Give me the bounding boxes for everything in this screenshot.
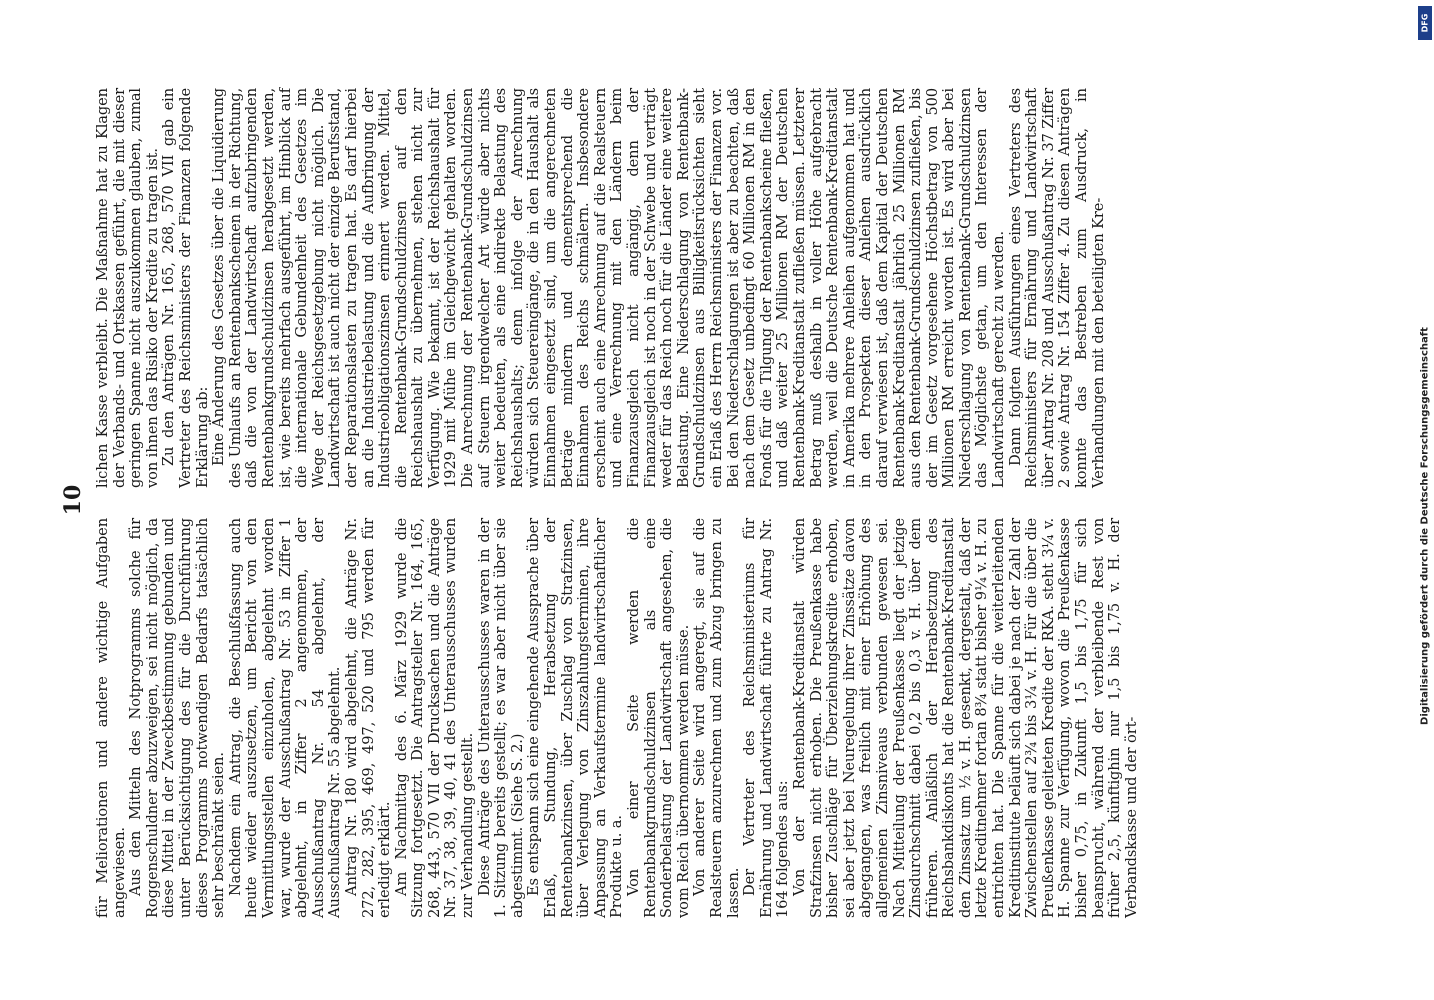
- paragraph: Es entspann sich eine eingehende Aussprache über Erlaß, Stundung, Herabsetzung der Rentenbankzinsen, über Zuschlag von Strafzinsen, über Verlegung von Zinszahlungsterminen, ihre Anpassung an Verkaufstermine landwirtschaftlicher Produkte u. a.: [525, 518, 626, 918]
- text-column-right: [95, 88, 1107, 488]
- dfg-logo-text: DFG: [1420, 13, 1430, 33]
- paragraph: Diese Anträge des Unterausschusses waren in der 1. Sitzung bereits gestellt; es war aber nicht über sie abgestimmt. (Siehe S. 2.): [475, 518, 526, 918]
- paragraph: Eine Änderung des Gesetzes über die Liquidierung des Umlaufs an Rentenbankscheinen in der Richtung, daß die von der Landwirtschaft aufzubringenden Rentenbankgrundschuldzinsen herabgesetzt werden, ist, wie bereits mehrfach ausgeführt, im Hinblick auf die internationale Gebundenheit des Gesetzes im Wege der Reichsgesetzgebung nicht möglich. Die Landwirtschaft ist auch nicht der einzige Berufsstand, der Reparationslasten zu tragen hat. Es darf hierbei an die Industriebelastung und die Aufbringung der Industrieobligationszinsen erinnert werden. Mittel, die Rentenbank-Grundschuldzinsen auf den Reichshaushalt zu übernehmen, stehen nicht zur Verfügung. Wie bekannt, ist der Reichshaushalt für 1929 mit Mühe im Gleichgewicht gehalten worden. Die Anrechnung der Rentenbank-Grundschuldzinsen auf Steuern irgendwelcher Art würde aber nichts weiter bedeuten, als eine indirekte Belastung des Reichshaushalts; denn infolge der Anrechnung würden sich Steuereingänge, die in den Haushalt als Einnahmen eingesetzt sind, um die angerechneten Beträge mindern und dementsprechend die Einnahmen des Reichs schmälern. Insbesondere erscheint auch eine Anrechnung auf die Realsteuern und eine Verrechnung mit den Ländern beim Finanzausgleich nicht angängig, denn der Finanzausgleich ist noch in der Schwebe und verträgt weder für das Reich noch für die Länder eine weitere Belastung. Eine Niederschlagung von Rentenbank-Grundschuldzinsen aus Billigkeitsrücksichten sieht ein Erlaß des Herrn Reichsministers der Finanzen vor. Bei den Niederschlagungen ist aber zu beachten, daß nach dem Gesetz unbedingt 60 Millionen RM in den Fonds für die Tilgung der Rentenbankscheine fließen, und daß weiter 25 Millionen RM der Deutschen Rentenbank-Kreditanstalt zufließen müssen. Letzterer Betrag muß deshalb in voller Höhe aufgebracht werden, weil die Deutsche Rentenbank-Kreditanstalt in Amerika mehrere Anleihen aufgenommen hat und in den Prospekten dieser Anleihen ausdrücklich darauf verwiesen ist, daß dem Kapital der Deutschen Rentenbank-Kreditanstalt jährlich 25 Millionen RM aus den Rentenbank-Grundschuldzinsen zufließen, bis der im Gesetz vorgesehene Höchstbetrag von 500 Millionen RM erreicht worden ist. Es wird aber bei Niederschlagung von Rentenbank-Grundschuldzinsen das Möglichste getan, um den Interessen der Landwirtschaft gerecht zu werden.: [210, 88, 1008, 488]
- paragraph: Der Vertreter des Reichsministeriums für Ernährung und Landwirtschaft führte zu Antrag Nr. 164 folgendes aus:: [741, 518, 792, 918]
- page-number: 10: [60, 484, 86, 516]
- paragraph: Von anderer Seite wird angeregt, sie auf die Realsteuern anzurechnen und zum Abzug bringen zu lassen.: [691, 518, 742, 918]
- paragraph: Zu den Anträgen Nr. 165, 268, 570 VII gab ein Vertreter des Reichsministers der Finanzen folgende Erklärung ab:: [160, 88, 211, 488]
- paragraph: Von einer Seite werden die Rentenbankgrundschuldzinsen als eine Sonderbelastung der Landwirtschaft angesehen, die vom Reich übernommen werden müsse.: [625, 518, 692, 918]
- dfg-logo: [1418, 6, 1432, 40]
- paragraph: Aus den Mitteln des Notprogramms solche für Roggenschuldner abzuzweigen, sei nicht möglich, da diese Mittel in der Zweckbestimmung gebunden und unter Berücksichtigung des für die Durchführung dieses Programms notwendigen Bedarfs tatsächlich sehr beschränkt seien.: [127, 518, 228, 918]
- text-column-left: [95, 518, 1140, 918]
- paragraph: für Meliorationen und andere wichtige Aufgaben angewiesen.: [94, 518, 128, 918]
- paragraph: Von der Rentenbank-Kreditanstalt würden Strafzinsen nicht erhoben. Die Preußenkasse habe bisher Zuschläge für Überziehungskredite erhoben, sei aber jetzt bei Neuregelung ihrer Zinssätze davon abgegangen, was freilich mit einer Erhöhung des allgemeinen Zinsniveaus verbunden gewesen sei. Nach Mitteilung der Preußenkasse liegt der jetzige Zinsdurchschnitt dabei 0,2 bis 0,3 v. H. über dem früheren. Anläßlich der Herabsetzung des Reichsbankdiskonts hat die Rentenbank-Kreditanstalt den Zinssatz um ½ v. H. gesenkt, dergestalt, daß der letzte Kreditnehmer fortan 8¾ statt bisher 9¼ v. H. zu entrichten hat. Die Spanne für die weiterleitenden Kreditinstitute beläuft sich dabei je nach der Zahl der Zwischenstellen auf 2¾ bis 3¼ v. H. Für die über die Preußenkasse geleiteten Kredite der RKA. steht 3¼ v. H. Spanne zur Verfügung, wovon die Preußenkasse bisher 0,75, in Zukunft 1,5 bis 1,75 für sich beansprucht, während der verbleibende Rest von früher 2,5, künftighin nur 1,5 bis 1,75 v. H. der Verbandskasse und der ört-: [790, 518, 1140, 918]
- paragraph: Dann folgten Ausführungen eines Vertreters des Reichsministers für Ernährung und Landwirtschaft über Antrag Nr. 208 und Ausschußantrag Nr. 37 Ziffer 2 sowie Antrag Nr. 154 Ziffer 4. Zu diesen Anträgen konnte das Bestreben zum Ausdruck, in Verhandlungen mit den beteiligten Kre-: [1006, 88, 1107, 488]
- funding-note: [1414, 6, 1434, 886]
- paragraph: lichen Kasse verbleibt. Die Maßnahme hat zu Klagen der Verbands- und Ortskassen geführt, die mit dieser geringen Spanne nicht auszukommen glauben, zumal von ihnen das Risiko der Kredite zu tragen ist.: [94, 88, 161, 488]
- paragraph: Am Nachmittag des 6. März 1929 wurde die Sitzung fortgesetzt. Die Antragsteller Nr. 164, 165, 268, 443, 570 VII der Drucksachen und die Anträge Nr. 37, 38, 39, 40, 41 des Unterausschusses wurden zur Verhandlung gestellt.: [392, 518, 477, 918]
- paragraph: Antrag Nr. 180 wird abgelehnt, die Anträge Nr. 272, 282, 395, 469, 497, 520 und 795 werden für erledigt erklärt.: [342, 518, 394, 918]
- paragraph: Nachdem ein Antrag, die Beschlußfassung auch heute wieder auszusetzen, um Bericht von den Vermittlungsstellen einzuholen, abgelehnt worden war, wurde der Ausschußantrag Nr. 53 in Ziffer 1 abgelehnt, in Ziffer 2 angenommen, der Ausschußantrag Nr. 54 abgelehnt, der Ausschußantrag Nr. 55 abgelehnt.: [226, 518, 344, 918]
- funding-note-text: Digitalisierung gefördert durch die Deutsche Forschungsgemeinschaft: [1419, 327, 1431, 725]
